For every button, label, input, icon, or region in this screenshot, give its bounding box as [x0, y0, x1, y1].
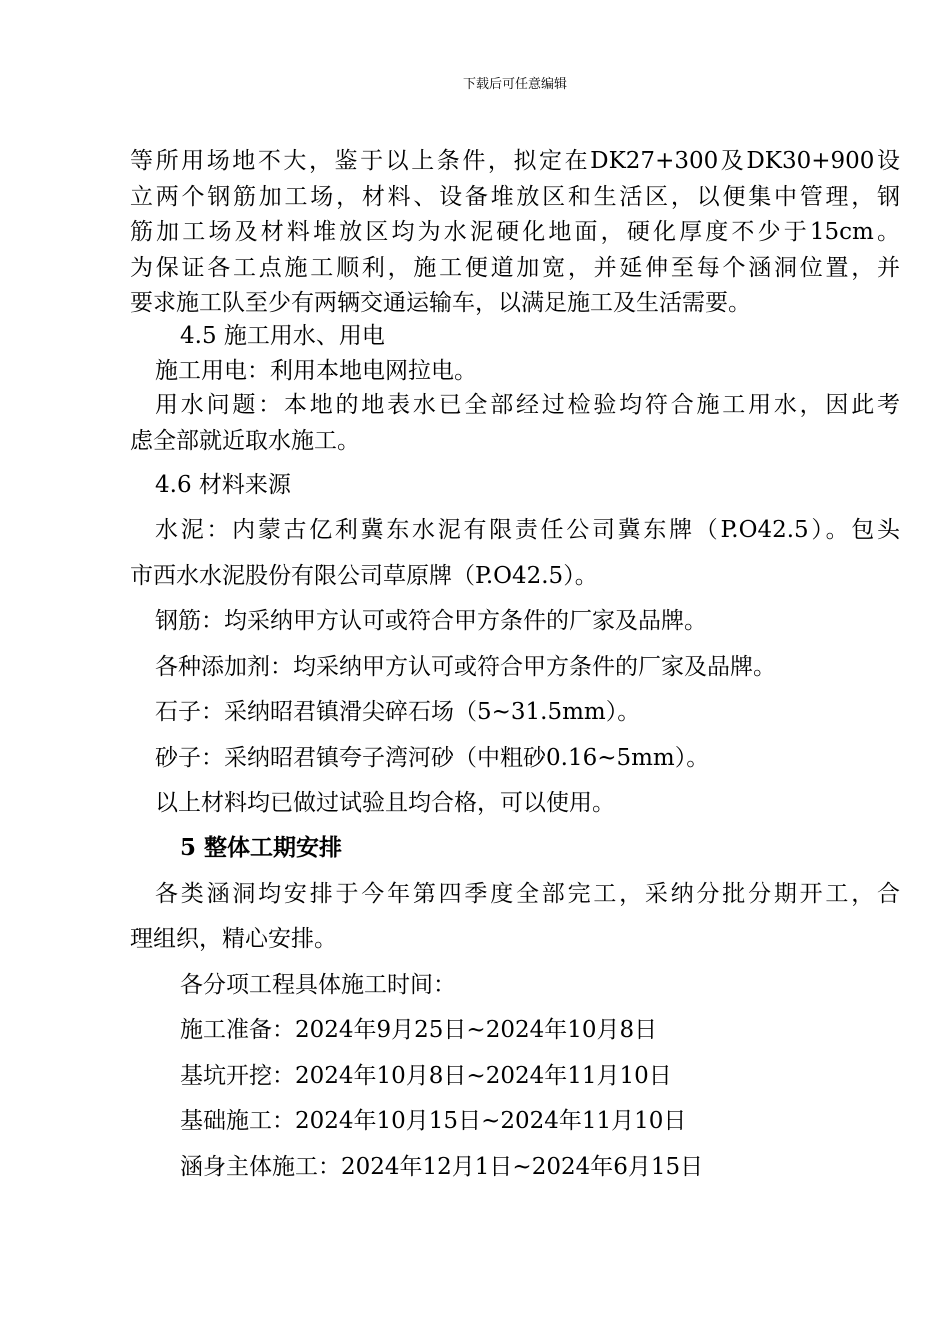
- paragraph-line: 立两个钢筋加工场，材料、设备堆放区和生活区，以便集中管理，钢: [130, 184, 900, 210]
- paragraph-line: 用水问题：本地的地表水已全部经过检验均符合施工用水，因此考: [155, 392, 900, 418]
- paragraph-line: 理组织，精心安排。: [130, 926, 337, 952]
- paragraph-line: 以上材料均已做过试验且均合格，可以使用。: [155, 790, 615, 816]
- schedule-line: 基础施工：2024年10月15日~2024年11月10日: [180, 1108, 687, 1134]
- paragraph-line: 石子：采纳昭君镇滑尖碎石场（5~31.5mm）。: [155, 699, 641, 725]
- section-heading-4-5: 4.5 施工用水、用电: [180, 323, 385, 349]
- paragraph-line: 等所用场地不大，鉴于以上条件，拟定在DK27+300及DK30+900设: [130, 148, 900, 174]
- paragraph-line: 施工用电：利用本地电网拉电。: [155, 358, 477, 384]
- schedule-line: 涵身主体施工：2024年12月1日~2024年6月15日: [180, 1154, 704, 1180]
- paragraph-line: 要求施工队至少有两辆交通运输车，以满足施工及生活需要。: [130, 290, 751, 316]
- paragraph-line: 各分项工程具体施工时间：: [180, 972, 456, 998]
- paragraph-line: 各类涵洞均安排于今年第四季度全部完工，采纳分批分期开工，合: [155, 881, 900, 907]
- paragraph-line: 为保证各工点施工顺利，施工便道加宽，并延伸至每个涵洞位置，并: [130, 255, 900, 281]
- paragraph-line: 筋加工场及材料堆放区均为水泥硬化地面，硬化厚度不少于15cm。: [130, 219, 900, 245]
- paragraph-line: 钢筋：均采纳甲方认可或符合甲方条件的厂家及品牌。: [155, 608, 707, 634]
- schedule-line: 施工准备：2024年9月25日~2024年10月8日: [180, 1017, 658, 1043]
- paragraph-line: 水泥：内蒙古亿利冀东水泥有限责任公司冀东牌（P.O42.5）。包头: [155, 517, 900, 543]
- section-heading-4-6: 4.6 材料来源: [155, 472, 291, 498]
- paragraph-line: 虑全部就近取水施工。: [130, 428, 360, 454]
- page-header: 下载后可任意编辑: [462, 77, 567, 92]
- section-heading-5: 5 整体工期安排: [180, 834, 343, 861]
- paragraph-line: 各种添加剂：均采纳甲方认可或符合甲方条件的厂家及品牌。: [155, 654, 776, 680]
- schedule-line: 基坑开挖：2024年10月8日~2024年11月10日: [180, 1063, 672, 1089]
- paragraph-line: 砂子：采纳昭君镇夸子湾河砂（中粗砂0.16~5mm）。: [155, 745, 710, 771]
- paragraph-line: 市西水水泥股份有限公司草原牌（P.O42.5）。: [130, 563, 598, 589]
